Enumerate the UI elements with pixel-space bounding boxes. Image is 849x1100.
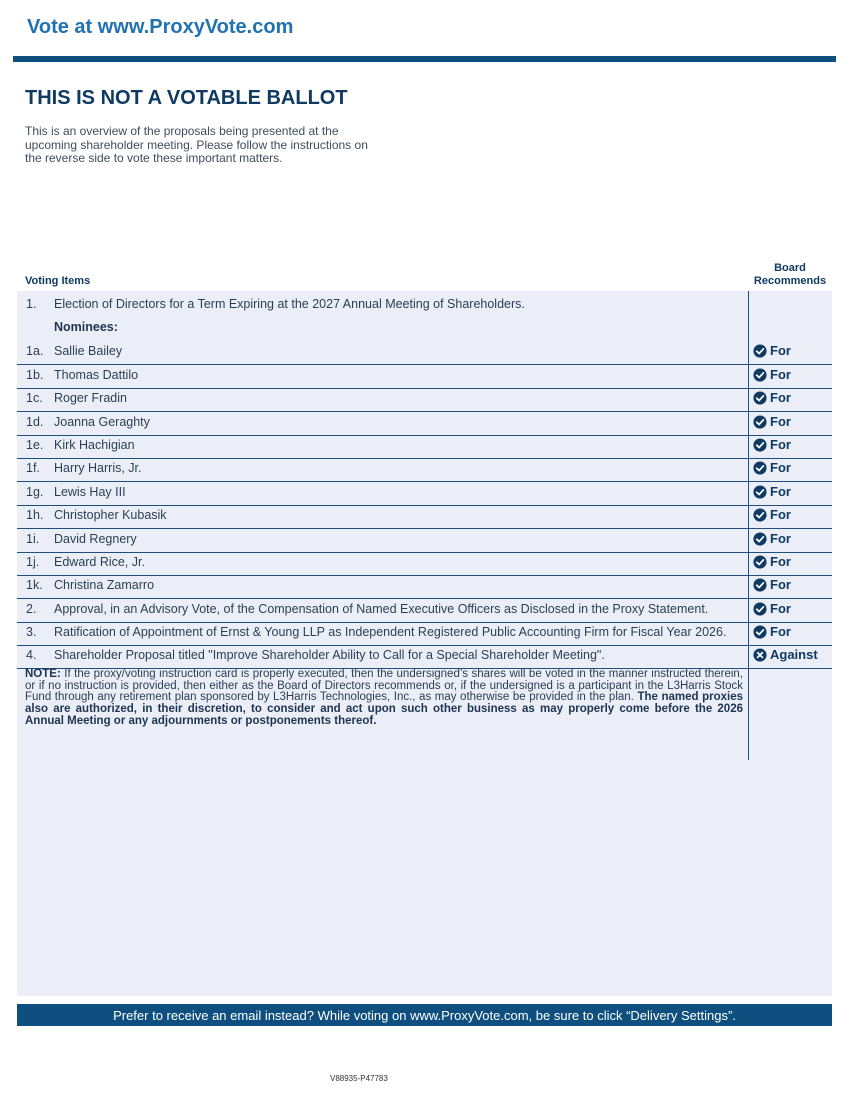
board-recommends-header (749, 262, 831, 288)
item-number: 1h. (26, 508, 44, 522)
board-recommendation (753, 624, 791, 639)
recommendation-label: For (770, 390, 791, 405)
recommends-label: Recommends (753, 275, 827, 287)
check-circle-icon (753, 555, 767, 569)
recommendation-label: For (770, 624, 791, 639)
table-row (17, 574, 832, 599)
overview-line: This is an overview of the proposals being presented at the (25, 124, 339, 138)
item-number: 4. (26, 648, 37, 662)
recommendation-label: For (770, 343, 791, 358)
table-row (17, 411, 832, 436)
item-text: Shareholder Proposal titled "Improve Shareholder Ability to Call for a Special Shareholder Meeting". (54, 648, 605, 662)
table-row (17, 457, 832, 482)
check-circle-icon (753, 602, 767, 616)
recommendation-label: For (770, 554, 791, 569)
item-text: Nominees: (54, 320, 118, 334)
board-recommendation (753, 647, 818, 662)
item-number: 3. (26, 625, 37, 639)
recommendation-label: Against (770, 647, 818, 662)
check-circle-icon (753, 578, 767, 592)
item-number: 1j. (26, 555, 40, 569)
note-bold-text: The named proxies also are authorized, in their discretion, to consider and act upon such other business as may properly come before the 2026 Annual Meeting or any adjournments or postponements thereof. (25, 691, 743, 727)
check-circle-icon (753, 532, 767, 546)
recommendation-label: For (770, 460, 791, 475)
item-number: 1k. (26, 578, 43, 592)
voting-items-header: Voting Items (25, 275, 91, 287)
item-text: Thomas Dattilo (54, 368, 139, 382)
item-text: Approval, in an Advisory Vote, of the Compensation of Named Executive Officers as Disclosed in the Proxy Statement. (54, 602, 709, 616)
table-row (17, 293, 832, 316)
item-text: Sallie Bailey (54, 344, 123, 358)
table-row (17, 528, 832, 553)
table-row (17, 316, 832, 339)
recommendation-label: For (770, 437, 791, 452)
item-number: 1c. (26, 391, 43, 405)
check-circle-icon (753, 508, 767, 522)
check-circle-icon (753, 415, 767, 429)
recommendation-label: For (770, 414, 791, 429)
recommendation-label: For (770, 531, 791, 546)
item-text: Election of Directors for a Term Expiring at the 2027 Annual Meeting of Shareholders. (54, 297, 525, 311)
email-delivery-banner: Prefer to receive an email instead? While voting on www.ProxyVote.com, be sure to click “Delivery Settings”. (17, 1004, 832, 1026)
item-number: 1f. (26, 461, 40, 475)
table-row (17, 434, 832, 459)
check-circle-icon (753, 344, 767, 358)
table-row (17, 387, 832, 412)
item-number: 1a. (26, 344, 44, 358)
board-recommendation (753, 390, 791, 405)
check-circle-icon (753, 485, 767, 499)
board-recommendation (753, 437, 791, 452)
table-row (17, 364, 832, 389)
check-circle-icon (753, 368, 767, 382)
table-row (17, 340, 832, 365)
table-row (17, 504, 832, 529)
board-recommendation (753, 577, 791, 592)
x-circle-icon (753, 648, 767, 662)
item-text: Ratification of Appointment of Ernst & Young LLP as Independent Registered Public Accounting Firm for Fiscal Year 2026. (54, 625, 727, 639)
overview-line: the reverse side to vote these important matters. (25, 151, 283, 166)
recommendation-label: For (770, 577, 791, 592)
table-row (17, 644, 832, 669)
item-text: Christina Zamarro (54, 578, 155, 592)
recommendation-label: For (770, 601, 791, 616)
item-text: Kirk Hachigian (54, 438, 135, 452)
item-text: Joanna Geraghty (54, 415, 150, 429)
table-row (17, 598, 832, 623)
check-circle-icon (753, 625, 767, 639)
check-circle-icon (753, 391, 767, 405)
header-divider (13, 56, 836, 62)
check-circle-icon (753, 438, 767, 452)
check-circle-icon (753, 461, 767, 475)
item-text: Harry Harris, Jr. (54, 461, 142, 475)
item-text: Edward Rice, Jr. (54, 555, 146, 569)
table-row (17, 621, 832, 646)
board-recommendation (753, 414, 791, 429)
board-recommendation (753, 367, 791, 382)
header-title: Vote at www.ProxyVote.com (27, 16, 294, 38)
item-number: 1b. (26, 368, 44, 382)
ballot-title: THIS IS NOT A VOTABLE BALLOT (25, 87, 348, 109)
overview-line: upcoming shareholder meeting. Please follow the instructions on (25, 137, 368, 152)
document-code: V88935-P47783 (330, 1074, 388, 1083)
recommendation-label: For (770, 484, 791, 499)
recommendation-label: For (770, 367, 791, 382)
table-row (17, 481, 832, 506)
board-label: Board (774, 262, 806, 274)
item-number: 2. (26, 602, 37, 616)
item-number: 1d. (26, 415, 44, 429)
item-text: David Regnery (54, 532, 137, 546)
board-recommendation (753, 531, 791, 546)
recommendation-label: For (770, 507, 791, 522)
board-recommendation (753, 484, 791, 499)
note-paragraph (25, 669, 743, 728)
board-recommendation (753, 601, 791, 616)
table-row (17, 551, 832, 576)
item-text: Roger Fradin (54, 391, 127, 405)
item-text: Christopher Kubasik (54, 508, 167, 522)
item-number: 1e. (26, 438, 44, 452)
item-number: 1. (26, 297, 37, 311)
item-number: 1i. (26, 532, 40, 546)
board-recommendation (753, 343, 791, 358)
item-text: Lewis Hay III (54, 485, 126, 499)
column-divider (748, 291, 749, 760)
note-text: If the proxy/voting instruction card is properly executed, then the undersigned’s shares will be voted in the manner instructed therein, or if no instruction is provided, then either as the Board of Directors recommends or, if the undersigned is a participant in the L3Harris Stock Fund through any retirement plan sponsored by L3Harris Technologies, Inc., as may otherwise be provided in the plan. (25, 668, 743, 704)
board-recommendation (753, 507, 791, 522)
overview-text (25, 125, 420, 166)
board-recommendation (753, 460, 791, 475)
board-recommendation (753, 554, 791, 569)
note-label: NOTE: (25, 668, 61, 680)
item-number: 1g. (26, 485, 44, 499)
